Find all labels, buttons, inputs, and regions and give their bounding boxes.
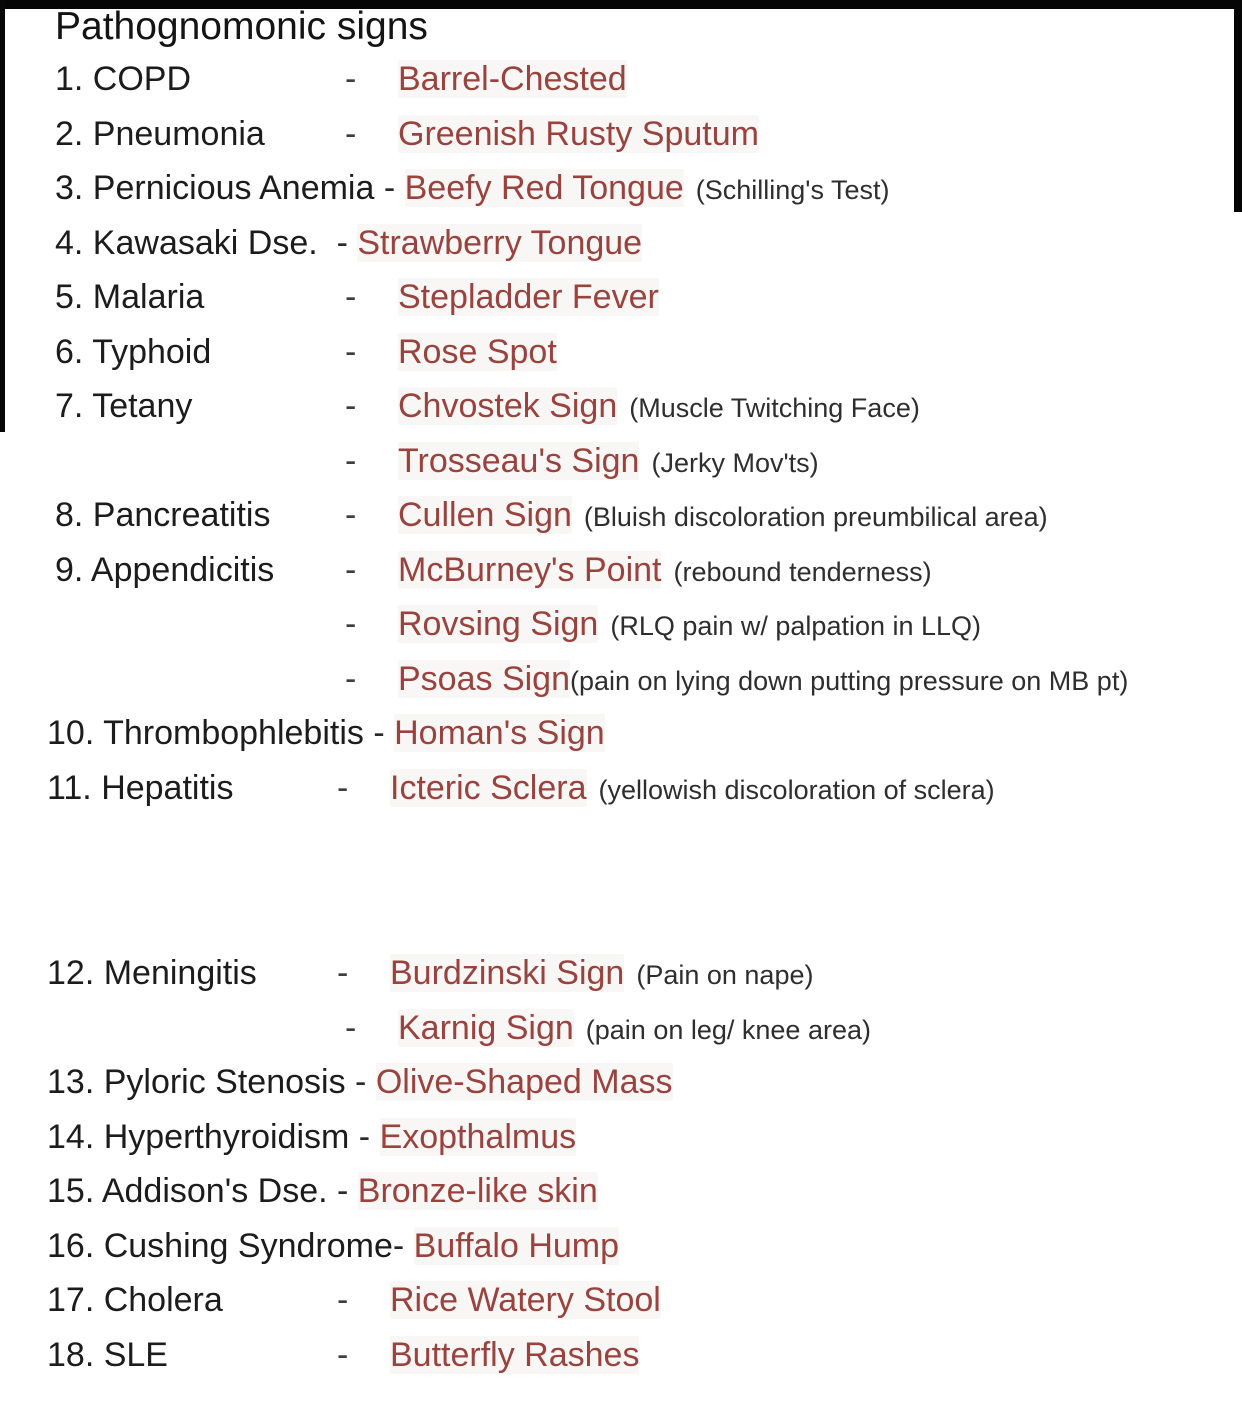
sign-label: Rovsing Sign xyxy=(398,605,599,643)
list-item xyxy=(55,216,1242,271)
sign-label: McBurney's Point xyxy=(398,550,662,589)
sign-label: Exopthalmus xyxy=(379,1117,577,1156)
list-item xyxy=(47,1328,1242,1383)
sign-label: Bronze-like skin xyxy=(357,1172,598,1210)
sign-note: (Jerky Mov'ts) xyxy=(651,447,819,478)
list-item xyxy=(55,543,1242,598)
sign-label: Trosseau's Sign xyxy=(398,441,640,480)
list-item xyxy=(55,52,1242,107)
dash-separator: - xyxy=(345,605,357,643)
dash-separator: - xyxy=(345,1008,357,1047)
disease-label: 17. Cholera xyxy=(47,1281,223,1319)
sign-note: (Pain on nape) xyxy=(636,960,814,990)
dash-separator: - xyxy=(345,441,357,480)
sign-note: (rebound tenderness) xyxy=(673,556,932,587)
sign-label: Stepladder Fever xyxy=(398,278,659,316)
list-item xyxy=(55,325,1242,380)
disease-label: 4. Kawasaki Dse. xyxy=(55,223,318,262)
disease-label: 6. Typhoid xyxy=(55,332,212,371)
sign-label: Homan's Sign xyxy=(394,714,605,752)
sign-label: Greenish Rusty Sputum xyxy=(398,114,759,153)
list-item xyxy=(55,379,1242,434)
sign-note: (Schilling's Test) xyxy=(695,175,890,205)
disease-label: 18. SLE xyxy=(47,1335,168,1374)
disease-label: 16. Cushing Syndrome xyxy=(47,1226,393,1265)
list-item xyxy=(55,434,1242,489)
sign-label: Olive-Shaped Mass xyxy=(375,1063,673,1101)
dash-separator: - xyxy=(363,714,395,752)
list-item xyxy=(47,946,1242,1001)
disease-label: 9. Appendicitis xyxy=(55,550,275,589)
sign-label: Barrel-Chested xyxy=(398,60,627,98)
sign-label: Cullen Sign xyxy=(398,496,572,534)
sign-label: Psoas Sign xyxy=(398,659,570,698)
dash-separator: - xyxy=(337,768,349,807)
dash-separator: - xyxy=(337,954,349,992)
sign-note: (pain on lying down putting pressure on MB pt) xyxy=(570,665,1129,696)
disease-label: 5. Malaria xyxy=(55,278,205,316)
disease-label: 15. Addison's Dse. xyxy=(47,1172,328,1210)
list-item xyxy=(55,488,1242,543)
dash-separator: - xyxy=(345,60,357,98)
list-item xyxy=(47,706,1242,761)
dash-separator: - xyxy=(337,1281,349,1319)
dash-separator: - xyxy=(345,550,357,589)
list-item xyxy=(55,107,1242,162)
sign-label: Butterfly Rashes xyxy=(390,1335,640,1374)
list-item xyxy=(47,1164,1242,1219)
list-item xyxy=(55,270,1242,325)
sign-note: (pain on leg/ knee area) xyxy=(585,1014,871,1045)
dash-separator: - xyxy=(345,1063,376,1101)
sign-note: (Bluish discoloration preumbilical area) xyxy=(583,502,1048,532)
sign-label: Strawberry Tongue xyxy=(357,223,643,262)
sign-label: Rice Watery Stool xyxy=(390,1281,661,1319)
sign-label: Rose Spot xyxy=(398,332,557,371)
dash-separator: - xyxy=(345,278,357,316)
sign-label: Chvostek Sign xyxy=(398,387,618,425)
sign-note: (RLQ pain w/ palpation in LLQ) xyxy=(610,611,982,641)
sign-list xyxy=(47,52,1242,1382)
dash-separator: - xyxy=(349,1117,380,1156)
disease-label: 14. Hyperthyroidism xyxy=(47,1117,350,1156)
dash-separator: - xyxy=(345,114,357,153)
disease-label: 13. Pyloric Stenosis xyxy=(47,1063,346,1101)
list-item xyxy=(47,1110,1242,1165)
sign-label: Karnig Sign xyxy=(398,1008,574,1047)
list-item xyxy=(47,1219,1242,1274)
disease-label: 8. Pancreatitis xyxy=(55,496,271,534)
document-body xyxy=(0,2,1242,1382)
dash-separator: - xyxy=(337,1335,349,1374)
dash-separator: - xyxy=(327,1172,358,1210)
disease-label: 12. Meningitis xyxy=(47,954,257,992)
sign-note: (yellowish discoloration of sclera) xyxy=(598,774,995,805)
disease-label: 7. Tetany xyxy=(55,387,193,425)
dash-separator: - xyxy=(317,223,358,262)
disease-label: 1. COPD xyxy=(55,60,192,98)
list-item xyxy=(47,1055,1242,1110)
list-item xyxy=(55,1001,1242,1056)
sign-label: Beefy Red Tongue xyxy=(404,169,684,207)
list-item xyxy=(47,1273,1242,1328)
disease-label: 11. Hepatitis xyxy=(47,768,234,807)
dash-separator: - xyxy=(345,496,357,534)
list-item xyxy=(55,161,1242,216)
dash-separator: - xyxy=(374,169,405,207)
sign-label: Buffalo Hump xyxy=(413,1226,620,1265)
dash-separator: - xyxy=(345,332,357,371)
list-item xyxy=(47,761,1242,816)
list-item xyxy=(55,597,1242,652)
disease-label: 3. Pernicious Anemia xyxy=(55,169,375,207)
list-item xyxy=(55,652,1242,707)
sign-note: (Muscle Twitching Face) xyxy=(629,393,920,423)
dash-separator: - xyxy=(345,387,357,425)
dash-separator: - xyxy=(392,1226,414,1265)
sign-label: Burdzinski Sign xyxy=(390,954,625,992)
disease-label: 2. Pneumonia xyxy=(55,114,265,153)
dash-separator: - xyxy=(345,659,357,698)
disease-label: 10. Thrombophlebitis xyxy=(47,714,364,752)
page-title: Pathognomonic signs xyxy=(55,5,428,48)
sign-label: Icteric Sclera xyxy=(390,768,587,807)
